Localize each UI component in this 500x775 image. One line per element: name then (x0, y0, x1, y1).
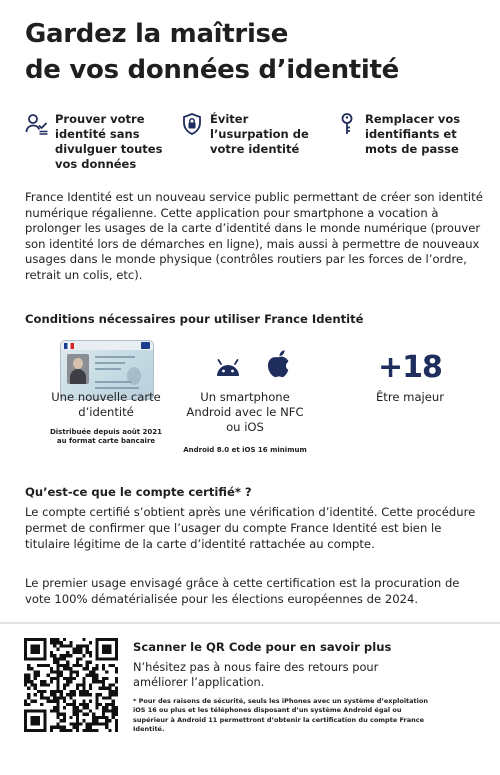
scan-title: Scanner le QR Code pour en savoir plus (133, 640, 392, 654)
section-divider (0, 622, 500, 624)
card-text-line (95, 368, 121, 370)
age-label: Être majeur (375, 390, 445, 404)
android-icon (213, 352, 243, 382)
feature-list (25, 112, 485, 174)
feature-prevent-theft (180, 112, 330, 157)
title-line-1: Gardez la maîtrise (25, 19, 289, 49)
apple-icon (265, 348, 293, 382)
feature-text: Éviter l’usurpation de votre identité (210, 112, 309, 156)
feature-text: Remplacer vos identifiants et mots de passe (365, 112, 461, 156)
key-icon (335, 112, 359, 136)
id-card-label: Une nouvelle carte d’identité (51, 390, 161, 419)
certified-paragraph-2: Le premier usage envisagé grâce à cette certification est la procuration de vote 100% dématérialisée pour les élections européennes de 2024. (25, 576, 460, 606)
card-ghost-photo (127, 367, 141, 385)
certified-paragraph-1: Le compte certifié s’obtient après une vérification d’identité. Cette procédure permet de confirmer que l’usager du compte France Identité est bien le titulaire légitime de la carte d’identité rattachée au compte. (25, 505, 476, 551)
certified-question: Qu’est-ce que le compte certifié* ? (25, 485, 252, 499)
smartphone-note: Android 8.0 et iOS 16 minimum (183, 446, 307, 454)
shield-lock-icon (180, 112, 204, 136)
feature-replace-credentials (335, 112, 490, 157)
footnote: * Pour des raisons de sécurité, seuls les iPhones avec un système d’exploitation iOS 16 ou plus et les téléphones disposant d’un système Android égal ou supérieur à Android 11 permettront d’obtenir la certification du compte France Identité. (133, 697, 428, 734)
feature-prove-identity (25, 112, 175, 172)
french-flag-icon (64, 343, 74, 349)
card-text-line (95, 362, 125, 364)
intro-paragraph: France Identité est un nouveau service public permettant de créer son identité numérique régalienne. Cette application pour smartphone a vocation à prolonger les usages de la carte d’identité dans le monde numérique (prouver son identité lors de démarches en ligne), mais aussi à permettre de nouveaux usages dans le monde physique (contrôles routiers par les forces de l’ordre, retrait un colis, etc). (25, 190, 483, 282)
age-value: +18 (378, 350, 442, 385)
title-line-2: de vos données d’identité (25, 55, 399, 85)
feature-text: Prouver votre identité sans divulguer toutes vos données (55, 112, 163, 171)
user-check-icon (25, 112, 49, 136)
eu-flag-icon (141, 342, 150, 349)
card-text-line (95, 387, 139, 389)
id-card-note: Distribuée depuis août 2021 au format carte bancaire (49, 428, 163, 445)
card-text-line (95, 356, 135, 358)
card-photo (67, 354, 89, 384)
card-text-line (95, 381, 131, 383)
page-title (25, 16, 485, 88)
conditions-title: Conditions nécessaires pour utiliser France Identité (25, 312, 364, 326)
qr-code-icon[interactable] (24, 638, 118, 732)
smartphone-label: Un smartphone Android avec le NFC ou iOS (186, 390, 304, 434)
card-header-band (61, 341, 153, 350)
scan-subtitle: N’hésitez pas à nous faire des retours pour améliorer l’application. (133, 660, 379, 689)
